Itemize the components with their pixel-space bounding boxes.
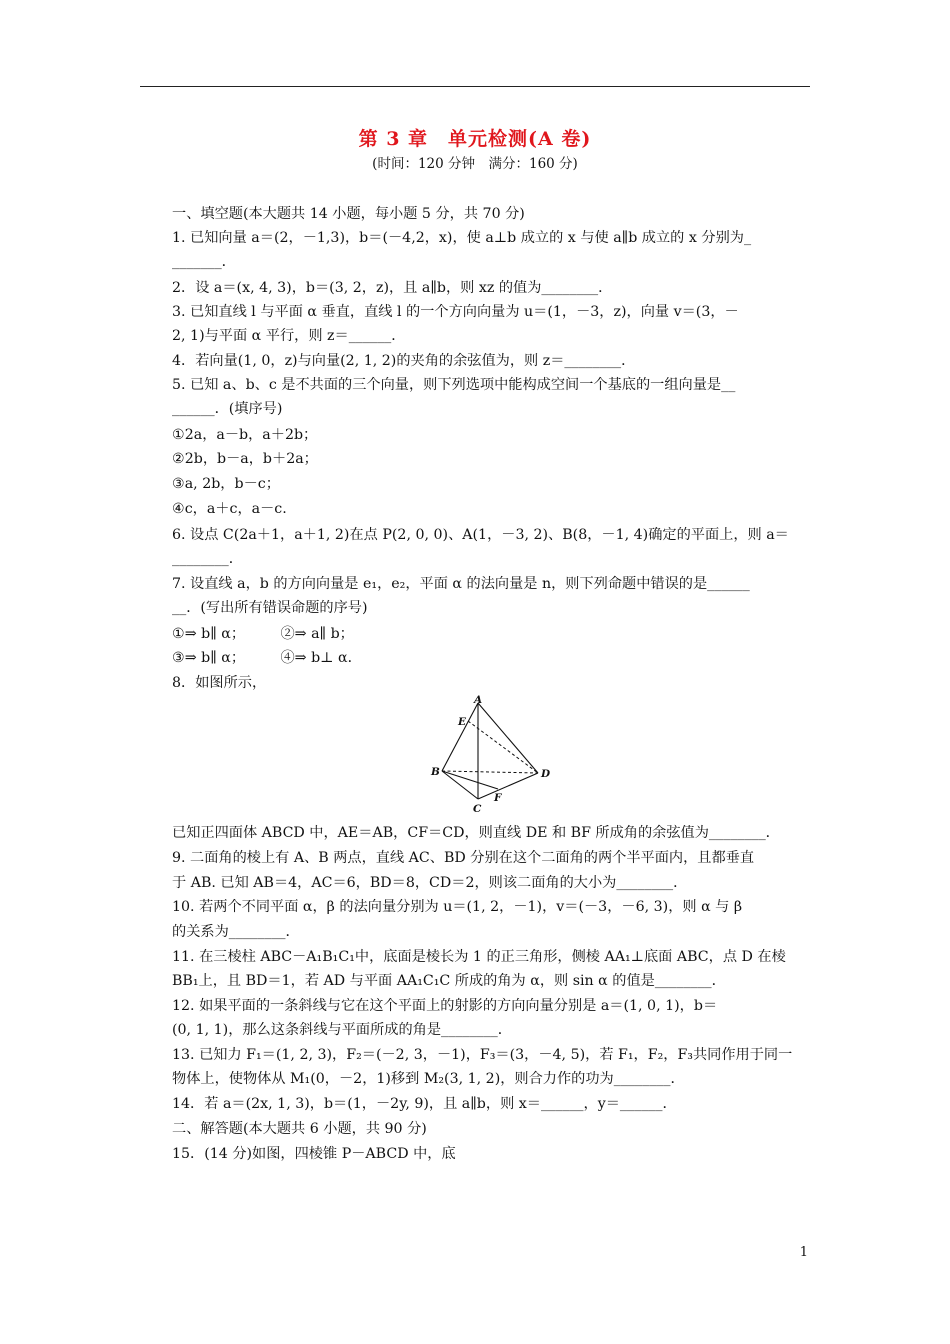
text-line: (0, 1, 1)，那么这条斜线与平面所成的角是________． xyxy=(172,1022,512,1038)
text-line: ________． xyxy=(172,551,243,567)
text-line: 14．若 a＝(2x, 1, 3)，b＝(1，－2y, 9)，且 a∥b，则 x＝______，y＝______． xyxy=(172,1096,677,1112)
exam-info: (时间：120 分钟 满分：160 分) xyxy=(372,156,578,172)
text-line: 4．若向量(1, 0，z)与向量(2, 1, 2)的夹角的余弦值为，则 z＝________． xyxy=(172,353,636,369)
text-line: ②2b，b－a，b＋2a； xyxy=(172,451,318,467)
text-line: 于 AB. 已知 AB＝4，AC＝6，BD＝8，CD＝2，则该二面角的大小为________． xyxy=(172,875,688,891)
text-line: 物体上，使物体从 M₁(0，－2，1)移到 M₂(3, 1, 2)，则合力作的功为________． xyxy=(172,1071,685,1087)
text-line: 11. 在三棱柱 ABC－A₁B₁C₁中，底面是棱长为 1 的正三角形，侧棱 AA₁⊥底面 ABC，点 D 在棱 xyxy=(172,949,786,965)
label-f: F xyxy=(494,792,502,804)
text-line: 二、解答题(本大题共 6 小题，共 90 分) xyxy=(172,1121,427,1137)
text-line: 的关系为________． xyxy=(172,924,300,940)
text-line: 一、填空题(本大题共 14 小题，每小题 5 分，共 70 分) xyxy=(172,206,525,222)
text-line: ③⇒ b∥ α； ④⇒ b⊥ α． xyxy=(172,650,362,666)
text-line: 7. 设直线 a，b 的方向向量是 e₁，e₂，平面 α 的法向量是 n，则下列命题中错误的是______ xyxy=(172,576,750,592)
page-number: 1 xyxy=(799,1245,808,1260)
text-line: 2．设 a＝(x, 4, 3)，b＝(3, 2，z)，且 a∥b，则 xz 的值为________． xyxy=(172,280,613,296)
text-line: ③a, 2b，b－c； xyxy=(172,476,280,492)
text-line: 1. 已知向量 a＝(2，－1,3)，b＝(－4,2，x)，使 a⊥b 成立的 x 与使 a∥b 成立的 x 分别为_ xyxy=(172,230,752,246)
top-rule xyxy=(140,86,810,87)
text-line: 3. 已知直线 l 与平面 α 垂直，直线 l 的一个方向向量为 u＝(1，－3，z)，向量 v＝(3，－ xyxy=(172,304,739,320)
label-d: D xyxy=(541,768,551,780)
text-line: _______． xyxy=(172,254,236,270)
label-c: C xyxy=(473,803,482,813)
text-line: 15．(14 分)如图，四棱锥 P－ABCD 中，底 xyxy=(172,1146,456,1162)
label-b: B xyxy=(431,766,440,778)
text-line: __．(写出所有错误命题的序号) xyxy=(172,600,368,616)
text-line: 2, 1)与平面 α 平行，则 z＝______． xyxy=(172,328,406,344)
text-line: 9. 二面角的棱上有 A、B 两点，直线 AC、BD 分别在这个二面角的两个半平面内，且都垂直 xyxy=(172,850,755,866)
text-line: 6. 设点 C(2a＋1，a＋1, 2)在点 P(2, 0, 0)、A(1，－3, 2)、B(8，－1, 4)确定的平面上，则 a＝ xyxy=(172,527,789,543)
label-e: E xyxy=(458,716,467,728)
text-line: 8．如图所示， xyxy=(172,675,267,691)
text-line: BB₁上，且 BD＝1，若 AD 与平面 AA₁C₁C 所成的角为 α，则 sin α 的值是________． xyxy=(172,973,726,989)
text-line: ______．(填序号) xyxy=(172,401,283,417)
text-line: 已知正四面体 ABCD 中，AE＝AB，CF＝CD，则直线 DE 和 BF 所成角的余弦值为________． xyxy=(172,825,780,841)
tetrahedron-figure xyxy=(420,693,560,813)
text-line: 13. 已知力 F₁＝(1, 2, 3)，F₂＝(－2, 3，－1)，F₃＝(3，－4, 5)，若 F₁，F₂，F₃共同作用于同一 xyxy=(172,1047,793,1063)
text-line: ④c，a＋c，a－c. xyxy=(172,501,287,517)
text-line: 5. 已知 a、b、c 是不共面的三个向量，则下列选项中能构成空间一个基底的一组向量是__ xyxy=(172,377,736,393)
page-title: 第 3 章 单元检测(A 卷) xyxy=(358,128,592,150)
text-line: 12. 如果平面的一条斜线与它在这个平面上的射影的方向向量分别是 a＝(1, 0, 1)，b＝ xyxy=(172,998,718,1014)
label-a: A xyxy=(474,694,483,706)
text-line: ①⇒ b∥ α； ②⇒ a∥ b； xyxy=(172,626,354,642)
text-line: 10. 若两个不同平面 α，β 的法向量分别为 u＝(1, 2，－1)，v＝(－3，－6, 3)，则 α 与 β xyxy=(172,899,743,915)
text-line: ①2a，a－b，a＋2b； xyxy=(172,427,318,443)
